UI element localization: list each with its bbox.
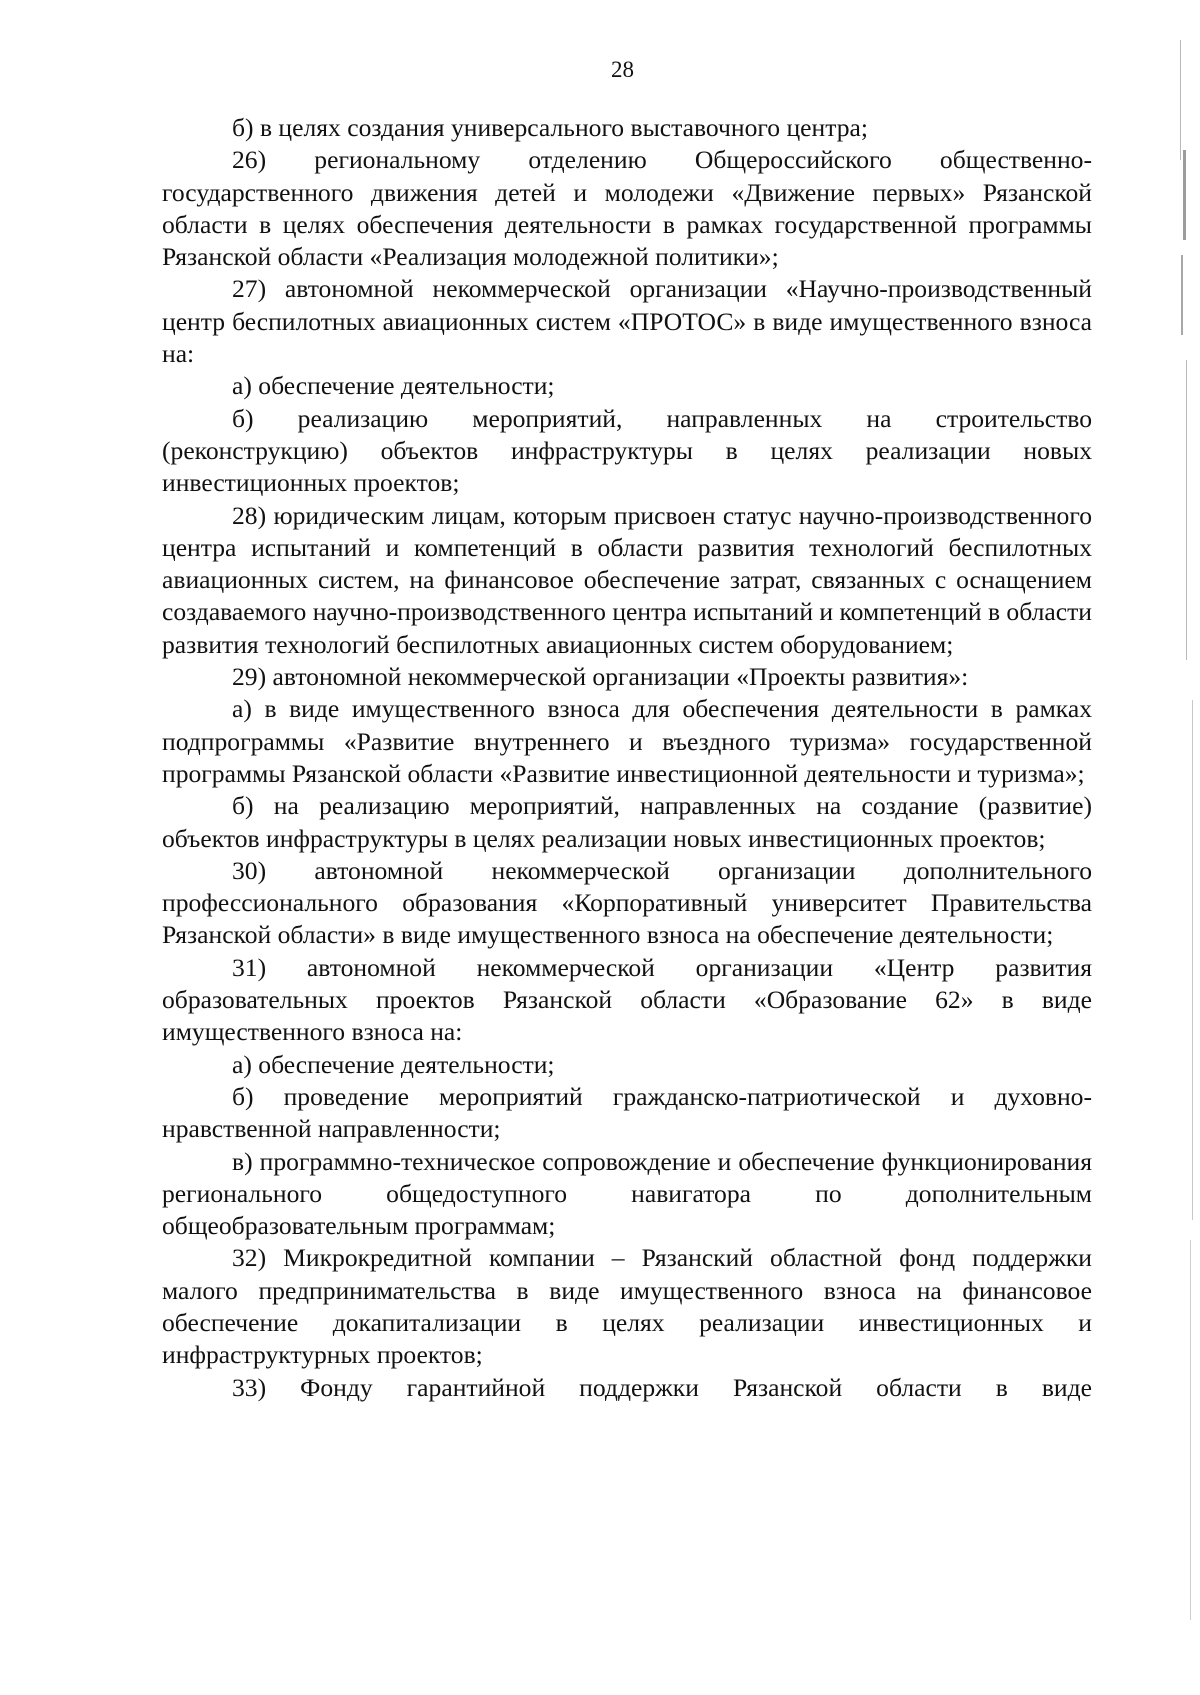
paragraph-6b: б) в целях создания универсального выставочного центра; xyxy=(232,113,868,142)
paragraph-33: 33) Фонду гарантийной поддержки Рязанской области в виде xyxy=(232,1372,1092,1402)
paragraph-29: 29) автономной некоммерческой организации «Проекты развития»: xyxy=(232,662,969,692)
paragraph-27: 27) автономной некоммерческой организации «Научно-производственный центр беспилотных авиационных систем «ПРОТОС» в виде имущественного взноса на: xyxy=(162,274,1092,369)
paragraph-27b: б) реализацию мероприятий, направленных на строительство (реконструкцию) объектов инфраструктуры в целях реализации новых инвестиционных проектов; xyxy=(162,403,1092,498)
paragraph-31b: б) проведение мероприятий гражданско-патриотической и духовно-нравственной направленности; xyxy=(162,1081,1092,1144)
paragraph-26: 26) региональному отделению Общероссийского общественно-государственного движения детей и молодежи «Движение первых» Рязанской области в целях обеспечения деятельности в рамках государственной программы Рязанской области «Реализация молодежной политики»; xyxy=(162,145,1092,272)
paragraph-27a: а) обеспечение деятельности; xyxy=(232,371,555,401)
paragraph-29a: а) в виде имущественного взноса для обеспечения деятельности в рамках подпрограммы «Развитие внутреннего и въездного туризма» государственной программы Рязанской области «Развитие инвестиционной деятельности и туризма»; xyxy=(162,694,1092,788)
scan-edge-noise xyxy=(1166,0,1200,1695)
paragraph-29b: б) на реализацию мероприятий, направленных на создание (развитие) объектов инфраструктуры в целях реализации новых инвестиционных проектов; xyxy=(162,791,1092,853)
paragraph-31: 31) автономной некоммерческой организации «Центр развития образовательных проектов Рязанской области «Образование 62» в виде имущественного взноса на: xyxy=(162,952,1092,1047)
page-number: 28 xyxy=(611,57,634,82)
paragraph-30: 30) автономной некоммерческой организации дополнительного профессионального образования «Корпоративный университет Правительства Рязанской области» в виде имущественного взноса на обеспечение деятельности; xyxy=(162,855,1092,950)
paragraph-28: 28) юридическим лицам, которым присвоен статус научно-производственного центра испытаний и компетенций в области развития технологий беспилотных авиационных систем, на финансовое обеспечение затрат, связанных с оснащением создаваемого научно-производственного центра испытаний и компетенций в области развития технологий беспилотных авиационных систем оборудованием; xyxy=(162,500,1092,659)
paragraph-31c: в) программно-техническое сопровождение и обеспечение функционирования регионального общедоступного навигатора по дополнительным общеобразовательным программам; xyxy=(162,1146,1092,1241)
paragraph-32: 32) Микрокредитной компании – Рязанский областной фонд поддержки малого предпринимательства в виде имущественного взноса на финансовое обеспечение докапитализации в целях реализации инвестиционных и инфраструктурных проектов; xyxy=(162,1243,1092,1370)
document-body xyxy=(162,112,1092,1404)
paragraph-31a: а) обеспечение деятельности; xyxy=(232,1049,555,1079)
